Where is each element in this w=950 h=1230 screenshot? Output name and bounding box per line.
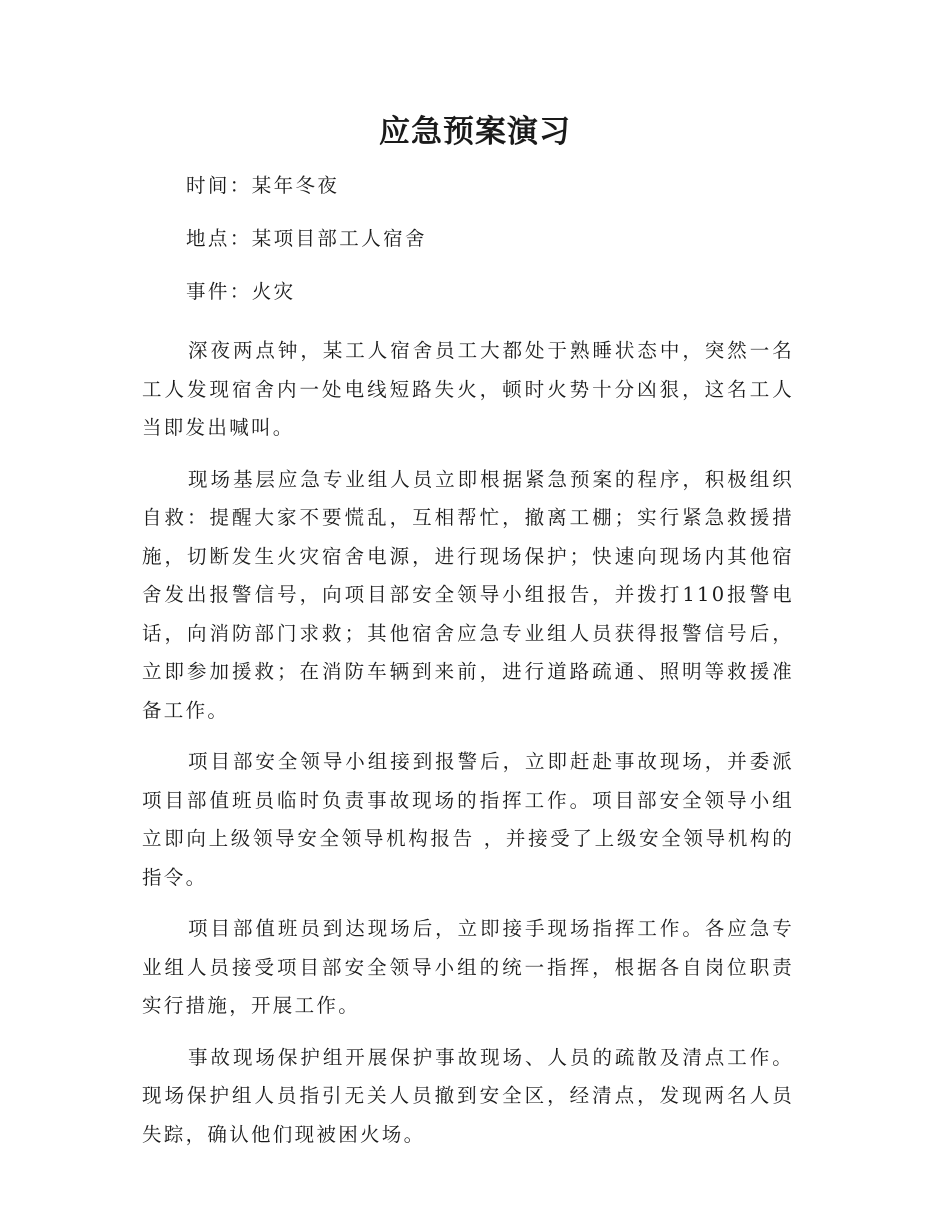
paragraph-leadership-response: 项目部安全领导小组接到报警后，立即赶赴事故现场，并委派项目部值班员临时负责事故现场的指挥工作。项目部安全领导小组立即向上级领导安全领导机构报告 ，并接受了上级安全领导机构的指令。 bbox=[142, 750, 794, 889]
meta-location-value: 某项目部工人宿舍 bbox=[251, 227, 427, 250]
meta-location-label: 地点： bbox=[186, 227, 252, 250]
meta-event bbox=[142, 272, 794, 312]
document-body bbox=[142, 166, 794, 1154]
meta-time bbox=[142, 166, 794, 206]
meta-time-label: 时间： bbox=[186, 174, 252, 197]
meta-location bbox=[142, 219, 794, 259]
meta-event-value: 火灾 bbox=[251, 280, 296, 303]
document-title: 应急预案演习 bbox=[379, 114, 571, 150]
meta-time-value: 某年冬夜 bbox=[251, 174, 340, 197]
meta-event-label: 事件： bbox=[186, 280, 252, 303]
paragraph-site-protection: 事故现场保护组开展保护事故现场、人员的疏散及清点工作。现场保护组人员指引无关人员撤到安全区，经清点，发现两名人员失踪，确认他们现被困火场。 bbox=[142, 1045, 794, 1146]
paragraph-incident: 深夜两点钟，某工人宿舍员工大都处于熟睡状态中，突然一名工人发现宿舍内一处电线短路失火，顿时火势十分凶狠，这名工人当即发出喊叫。 bbox=[142, 339, 794, 439]
paragraph-self-rescue: 现场基层应急专业组人员立即根据紧急预案的程序，积极组织自救：提醒大家不要慌乱，互相帮忙，撤离工棚；实行紧急救援措施，切断发生火灾宿舍电源，进行现场保护；快速向现场内其他宿舍发出报警信号，向项目部安全领导小组报告，并拨打110报警电话，向消防部门求救；其他宿舍应急专业组人员获得报警信号后，立即参加援救；在消防车辆到来前，进行道路疏通、照明等救援准备工作。 bbox=[142, 467, 794, 722]
paragraph-command-handover: 项目部值班员到达现场后，立即接手现场指挥工作。各应急专业组人员接受项目部安全领导小组的统一指挥，根据各自岗位职责实行措施，开展工作。 bbox=[142, 917, 794, 1017]
